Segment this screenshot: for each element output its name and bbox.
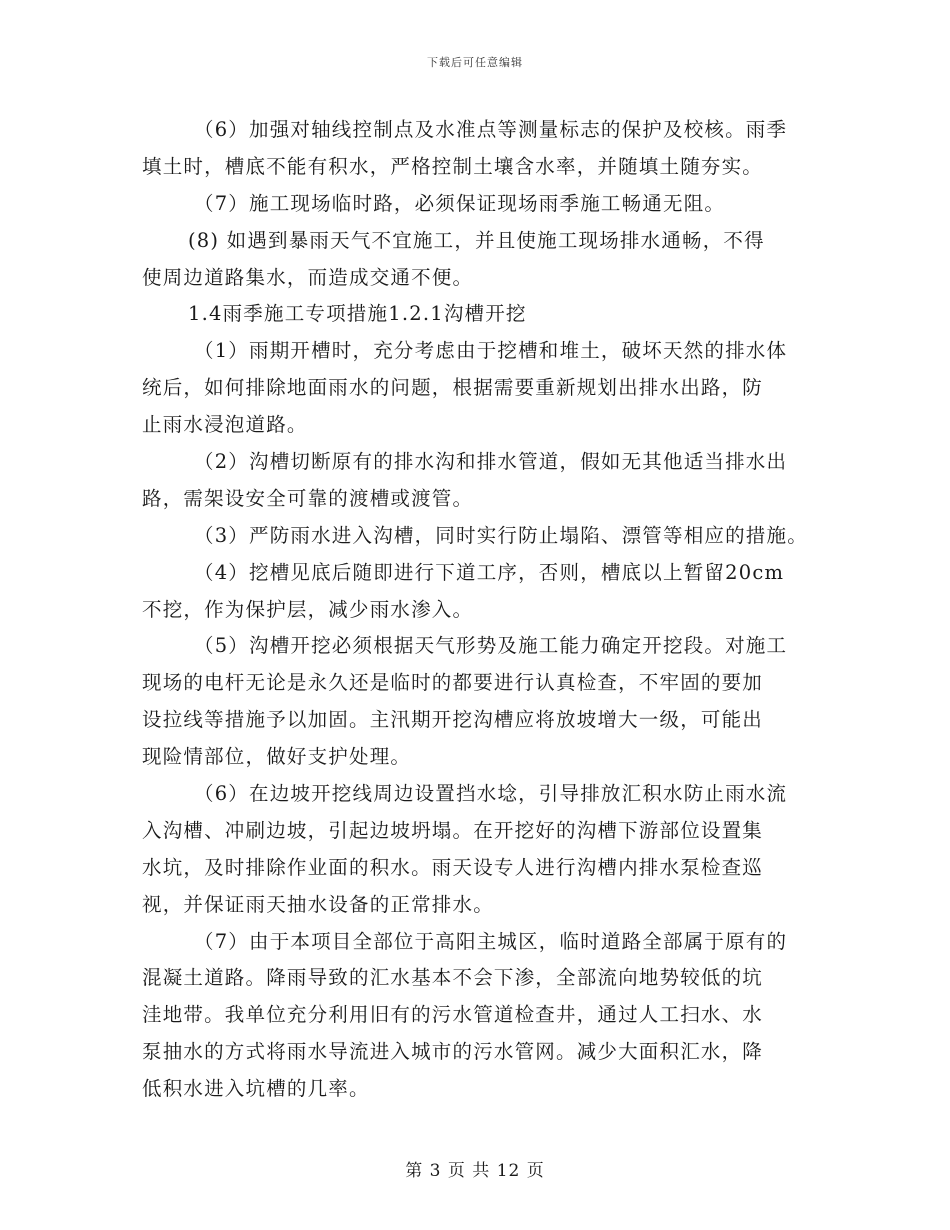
text-line: 使周边道路集水，而造成交通不便。 bbox=[142, 265, 474, 289]
text-line: 现场的电杆无论是永久还是临时的都要进行认真检查，不牢固的要加 bbox=[142, 671, 764, 695]
text-line: 现险情部位，做好支护处理。 bbox=[142, 745, 412, 769]
text-line: 填土时，槽底不能有积水，严格控制土壤含水率，并随填土随夯实。 bbox=[142, 154, 764, 178]
text-line: （7）由于本项目全部位于高阳主城区，临时道路全部属于原有的 bbox=[194, 929, 788, 953]
text-line: （6）加强对轴线控制点及水准点等测量标志的保护及校核。雨季 bbox=[194, 118, 788, 141]
text-line: 设拉线等措施予以加固。主汛期开挖沟槽应将放坡增大一级，可能出 bbox=[142, 708, 764, 732]
text-line: (8) 如遇到暴雨天气不宜施工，并且使施工现场排水通畅，不得 bbox=[188, 228, 765, 252]
header-note: 下载后可任意编辑 bbox=[427, 56, 523, 69]
text-line: （1）雨期开槽时，充分考虑由于挖槽和堆土，破坏天然的排水体 bbox=[194, 339, 788, 363]
section-heading: 1.4雨季施工专项措施1.2.1沟槽开挖 bbox=[188, 302, 527, 326]
text-line: 入沟槽、冲刷边坡，引起边坡坍塌。在开挖好的沟槽下游部位设置集 bbox=[142, 818, 764, 842]
text-line: （2）沟槽切断原有的排水沟和排水管道，假如无其他适当排水出 bbox=[194, 450, 788, 474]
text-line: （5）沟槽开挖必须根据天气形势及施工能力确定开挖段。对施工 bbox=[194, 634, 788, 658]
text-line: （4）挖槽见底后随即进行下道工序，否则，槽底以上暂留20cm bbox=[194, 560, 785, 584]
document-body bbox=[142, 112, 822, 1108]
text-line: 止雨水浸泡道路。 bbox=[142, 413, 308, 437]
text-line: 视，并保证雨天抽水设备的正常排水。 bbox=[142, 892, 494, 916]
text-line: 不挖，作为保护层，减少雨水渗入。 bbox=[142, 597, 474, 621]
text-line: （6）在边坡开挖线周边设置挡水埝，引导排放汇积水防止雨水流 bbox=[194, 782, 788, 806]
text-line: （7）施工现场临时路，必须保证现场雨季施工畅通无阻。 bbox=[194, 191, 726, 215]
text-line: 洼地带。我单位充分利用旧有的污水管道检查井，通过人工扫水、水 bbox=[142, 1003, 764, 1027]
text-line: 低积水进入坑槽的几率。 bbox=[142, 1077, 370, 1101]
text-line: （3）严防雨水进入沟槽，同时实行防止塌陷、漂管等相应的措施。 bbox=[194, 523, 808, 547]
text-line: 水坑，及时排除作业面的积水。雨天设专人进行沟槽内排水泵检查巡 bbox=[142, 855, 764, 879]
text-line: 泵抽水的方式将雨水导流进入城市的污水管网。减少大面积汇水，降 bbox=[142, 1040, 764, 1064]
text-line: 混凝土道路。降雨导致的汇水基本不会下渗，全部流向地势较低的坑 bbox=[142, 966, 764, 990]
text-line: 统后，如何排除地面雨水的问题，根据需要重新规划出排水出路，防 bbox=[142, 376, 764, 400]
text-line: 路，需架设安全可靠的渡槽或渡管。 bbox=[142, 486, 474, 510]
page-number: 第 3 页 共 12 页 bbox=[405, 1161, 545, 1181]
